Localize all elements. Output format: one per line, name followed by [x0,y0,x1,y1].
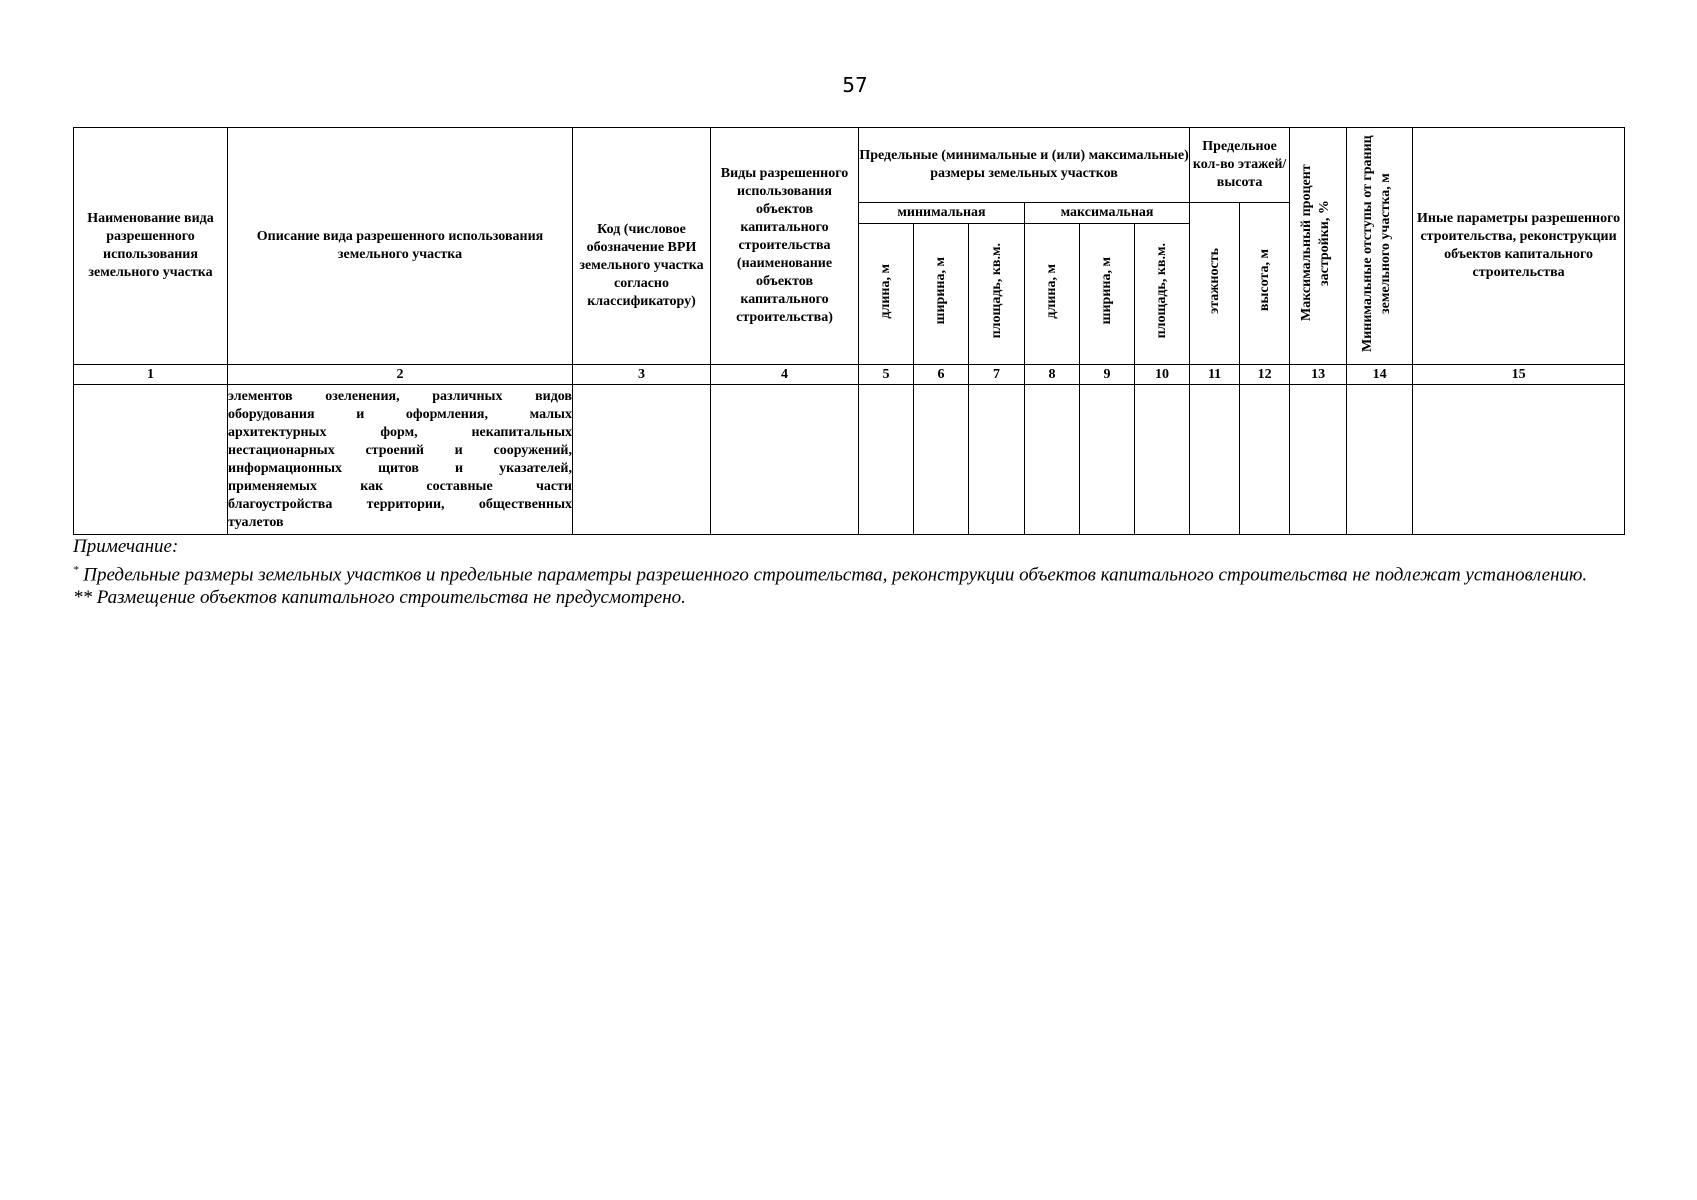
cell-min-width [914,385,969,535]
column-number: 9 [1080,365,1135,385]
description-line: применяемых как составные части [228,478,572,494]
column-number: 4 [711,365,859,385]
column-number: 12 [1240,365,1290,385]
cell-min-length [859,385,914,535]
column-number: 7 [969,365,1025,385]
header-land-plot-size-limits: Предельные (минимальные и (или) максимальные) размеры земельных участков [859,128,1190,203]
cell-capital-use [711,385,859,535]
cell-min-area [969,385,1025,535]
header-max-width: ширина, м [1080,224,1135,365]
table-row [74,385,1625,535]
column-number: 13 [1290,365,1347,385]
header-land-use-description: Описание вида разрешенного использования земельного участка [228,128,573,365]
column-number: 10 [1135,365,1190,385]
column-number: 6 [914,365,969,385]
header-minimum: минимальная [859,203,1025,224]
cell-max-building-percent [1290,385,1347,535]
header-floors-height-limit: Предельное кол-во этажей/ высота [1190,128,1290,203]
cell-min-setbacks [1347,385,1413,535]
cell-max-length [1025,385,1080,535]
description-line: оборудования и оформления, малых [228,406,572,422]
header-max-length: длина, м [1025,224,1080,365]
header-capital-construction-use: Виды разрешенного использования объектов капитального строительства (наименование объектов капитального строительства) [711,128,859,365]
cell-code [573,385,711,535]
note-2: ** Размещение объектов капитального строительства не предусмотрено. [73,587,686,609]
column-number: 3 [573,365,711,385]
column-number: 14 [1347,365,1413,385]
header-height: высота, м [1240,203,1290,365]
notes-title: Примечание: [73,536,179,557]
header-other-parameters: Иные параметры разрешенного строительства, реконструкции объектов капитального строительства [1413,128,1625,365]
header-max-building-percent: Максимальный процент застройки, % [1290,128,1347,365]
column-number: 1 [74,365,228,385]
cell-description [228,385,573,535]
notes [73,535,1633,610]
description-line: элементов озеленения, различных видов [228,388,572,404]
cell-floors [1190,385,1240,535]
cell-other-parameters [1413,385,1625,535]
description-line: информационных щитов и указателей, [228,460,572,476]
column-number: 2 [228,365,573,385]
cell-max-width [1080,385,1135,535]
header-min-setbacks: Минимальные отступы от границ земельного участка, м [1347,128,1413,365]
note-1 [73,559,1633,587]
cell-max-area [1135,385,1190,535]
note-1-text: Предельные размеры земельных участков и предельные параметры разрешенного строительства, реконструкции объектов капитального строительства не подлежат установлению. [78,563,1588,585]
column-number: 11 [1190,365,1240,385]
header-min-area: площадь, кв.м. [969,224,1025,365]
header-classifier-code: Код (числовое обозначение ВРИ земельного участка согласно классификатору) [573,128,711,365]
note-1-mark: * [73,563,79,576]
header-floors: этажность [1190,203,1240,365]
column-number: 15 [1413,365,1625,385]
description-line: туалетов [228,514,284,530]
header-land-use-name: Наименование вида разрешенного использования земельного участка [74,128,228,365]
header-min-length: длина, м [859,224,914,365]
description-line: благоустройства территории, общественных [228,496,572,512]
description-line: нестационарных строений и сооружений, [228,442,572,458]
header-maximum: максимальная [1025,203,1190,224]
page-number: 57 [842,73,868,97]
column-number: 5 [859,365,914,385]
column-number: 8 [1025,365,1080,385]
header-min-width: ширина, м [914,224,969,365]
cell-land-use-name [74,385,228,535]
column-numbers-row [74,365,1625,385]
description-line: архитектурных форм, некапитальных [228,424,572,440]
permitted-use-table [73,127,1625,535]
header-max-area: площадь, кв.м. [1135,224,1190,365]
cell-height [1240,385,1290,535]
